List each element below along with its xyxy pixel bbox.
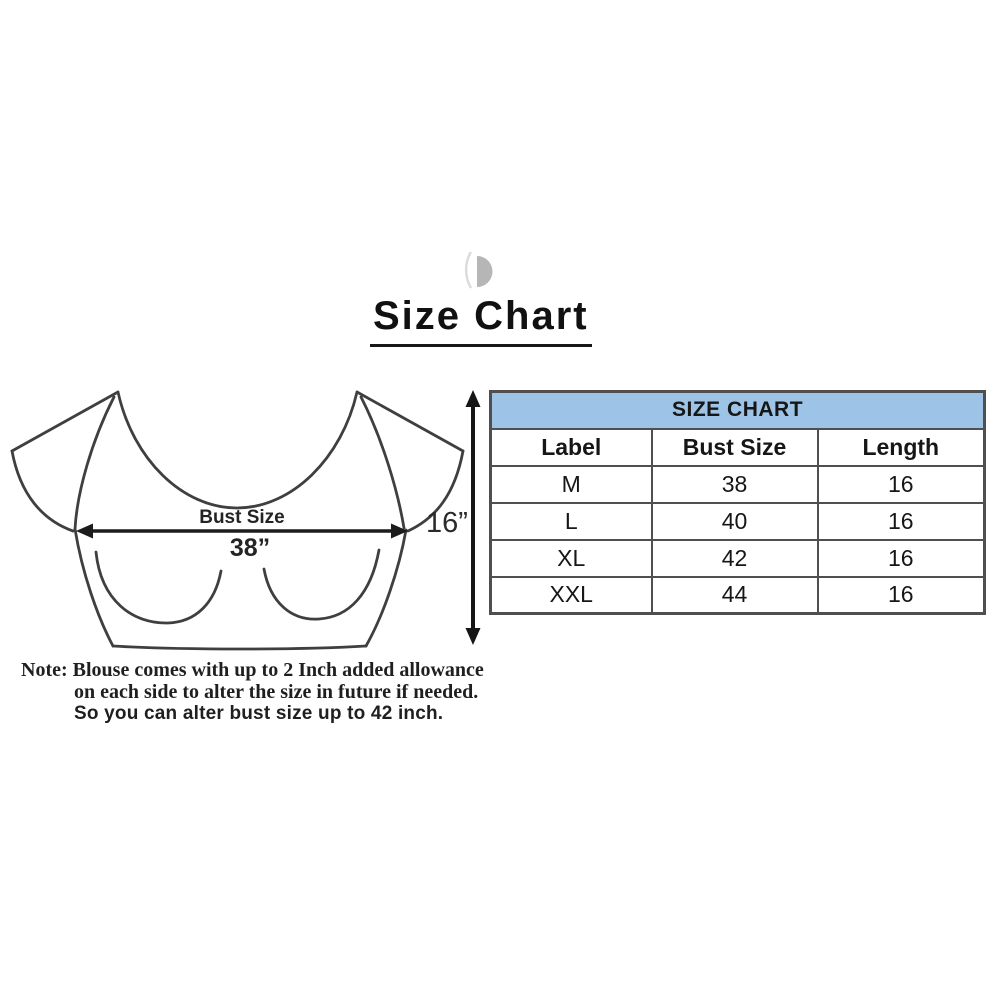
table-header-row	[491, 429, 985, 466]
cell-label: M	[491, 466, 652, 503]
bust-size-label: Bust Size	[199, 507, 285, 528]
cell-label: L	[491, 503, 652, 540]
cell-length: 16	[818, 540, 985, 577]
table-row	[491, 540, 985, 577]
cell-bust: 38	[652, 466, 818, 503]
cell-length: 16	[818, 577, 985, 614]
crescent-artifact	[466, 252, 492, 288]
table-title-row	[491, 392, 985, 429]
note	[21, 659, 484, 725]
length-value: 16”	[426, 507, 468, 539]
cell-length: 16	[818, 503, 985, 540]
note-line-3: So you can alter bust size up to 42 inch.	[74, 703, 444, 724]
size-chart-table	[489, 390, 986, 615]
cell-bust: 40	[652, 503, 818, 540]
bust-size-value: 38”	[229, 534, 271, 562]
table-title: SIZE CHART	[491, 392, 985, 429]
column-header-length: Length	[818, 429, 985, 466]
column-header-bust-size: Bust Size	[652, 429, 818, 466]
note-line-2: on each side to alter the size in future if needed.	[74, 681, 479, 703]
note-line-1: Note: Blouse comes with up to 2 Inch added allowance	[21, 659, 484, 681]
table-row	[491, 503, 985, 540]
table-row	[491, 577, 985, 614]
page-title: Size Chart	[370, 294, 592, 347]
table-row	[491, 466, 985, 503]
cell-label: XL	[491, 540, 652, 577]
column-header-label: Label	[491, 429, 652, 466]
cell-bust: 42	[652, 540, 818, 577]
cell-length: 16	[818, 466, 985, 503]
cell-label: XXL	[491, 577, 652, 614]
cell-bust: 44	[652, 577, 818, 614]
